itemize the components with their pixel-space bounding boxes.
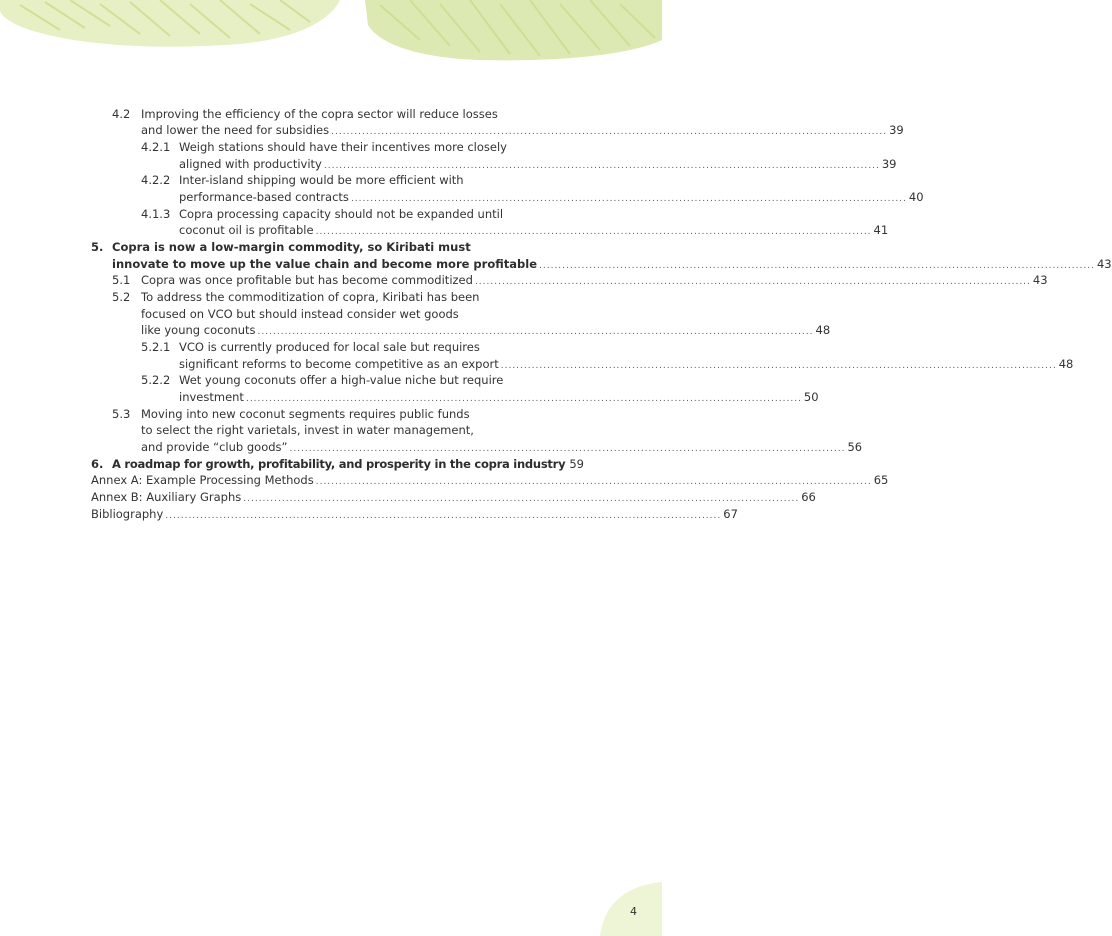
toc-bibliography[interactable]: Bibliography ................................................................................................................................................ 67 [91,507,738,521]
toc-entry-4-1-3-line1[interactable]: Copra processing capacity should not be expanded until [179,207,504,221]
page-ref: 43 [1032,273,1048,287]
toc-entry-5-1[interactable]: Copra was once profitable but has become commoditized ................................................................................................................................................ 43 [141,273,1048,287]
page-ref: 40 [908,190,924,204]
toc-chapter-6-number: 6. [91,457,104,471]
page-ref: 50 [803,390,819,404]
toc-annex-b[interactable]: Annex B: Auxiliary Graphs ................................................................................................................................................ 66 [91,490,816,504]
toc-chapter-6[interactable]: A roadmap for growth, profitability, and prosperity in the copra industry 59 [112,457,584,471]
toc-entry-5-2-1-number: 5.2.1 [141,340,171,354]
toc-entry-4-2-line1[interactable]: Improving the efficiency of the copra sector will reduce losses [141,107,498,121]
page-ref: 48 [815,323,831,337]
toc-entry-5-2-1-line1[interactable]: VCO is currently produced for local sale but requires [179,340,480,354]
toc-entry-4-2-1-line2[interactable]: aligned with productivity ................................................................................................................................................ 39 [179,157,897,171]
page-ref: 66 [801,490,816,504]
page-ref: 65 [873,473,889,487]
toc-entry-4-2-2-line1[interactable]: Inter-island shipping would be more efficient with [179,173,464,187]
toc-entry-5-2-line1[interactable]: To address the commoditization of copra, Kiribati has been [141,290,480,304]
page-ref: 43 [1096,257,1112,271]
page-ref: 39 [881,157,897,171]
toc-entry-5-3-number: 5.3 [112,407,131,421]
page-ref: 48 [1058,357,1074,371]
toc-chapter-5-number: 5. [91,240,104,254]
toc-entry-4-2-1-line1[interactable]: Weigh stations should have their incentives more closely [179,140,507,154]
toc-entry-4-2-2-number: 4.2.2 [141,173,171,187]
toc-entry-5-2-line3[interactable]: like young coconuts ................................................................................................................................................ 48 [141,323,831,337]
toc-entry-4-1-3-number: 4.1.3 [141,207,171,221]
toc-entry-4-2-2-line2[interactable]: performance-based contracts ................................................................................................................................................ 40 [179,190,924,204]
toc-entry-4-2-number: 4.2 [112,107,131,121]
page-ref: 41 [873,223,889,237]
toc-entry-5-2-2-line2[interactable]: investment ................................................................................................................................................ 50 [179,390,819,404]
page-number: 4 [630,905,637,918]
page-ref: 56 [847,440,863,454]
page-ref: 59 [569,457,584,471]
toc-entry-5-2-line2[interactable]: focused on VCO but should instead consider wet goods [141,307,459,321]
toc-entry-4-2-line2[interactable]: and lower the need for subsidies ................................................................................................................................................ 39 [141,123,904,137]
toc-annex-a[interactable]: Annex A: Example Processing Methods ................................................................................................................................................ 65 [91,473,889,487]
toc-entry-5-3-line3[interactable]: and provide “club goods” ................................................................................................................................................ 56 [141,440,863,454]
page-ref: 39 [889,123,904,137]
toc-entry-5-2-number: 5.2 [112,290,131,304]
toc-entry-5-2-1-line2[interactable]: significant reforms to become competitive as an export ................................................................................................................................................ 48 [179,357,1074,371]
toc-chapter-5-line2[interactable]: innovate to move up the value chain and become more profitable ................................................................................................................................................ 43 [112,257,1112,271]
toc-entry-4-1-3-line2[interactable]: coconut oil is profitable ................................................................................................................................................ 41 [179,223,889,237]
toc-entry-4-2-1-number: 4.2.1 [141,140,171,154]
toc-entry-5-1-number: 5.1 [112,273,131,287]
toc-chapter-5-line1[interactable]: Copra is now a low-margin commodity, so Kiribati must [112,240,471,254]
toc-entry-5-2-2-number: 5.2.2 [141,373,171,387]
toc-entry-5-3-line2[interactable]: to select the right varietals, invest in water management, [141,423,474,437]
toc-entry-5-3-line1[interactable]: Moving into new coconut segments requires public funds [141,407,470,421]
toc-entry-5-2-2-line1[interactable]: Wet young coconuts offer a high-value niche but require [179,373,504,387]
page-ref: 67 [723,507,738,521]
